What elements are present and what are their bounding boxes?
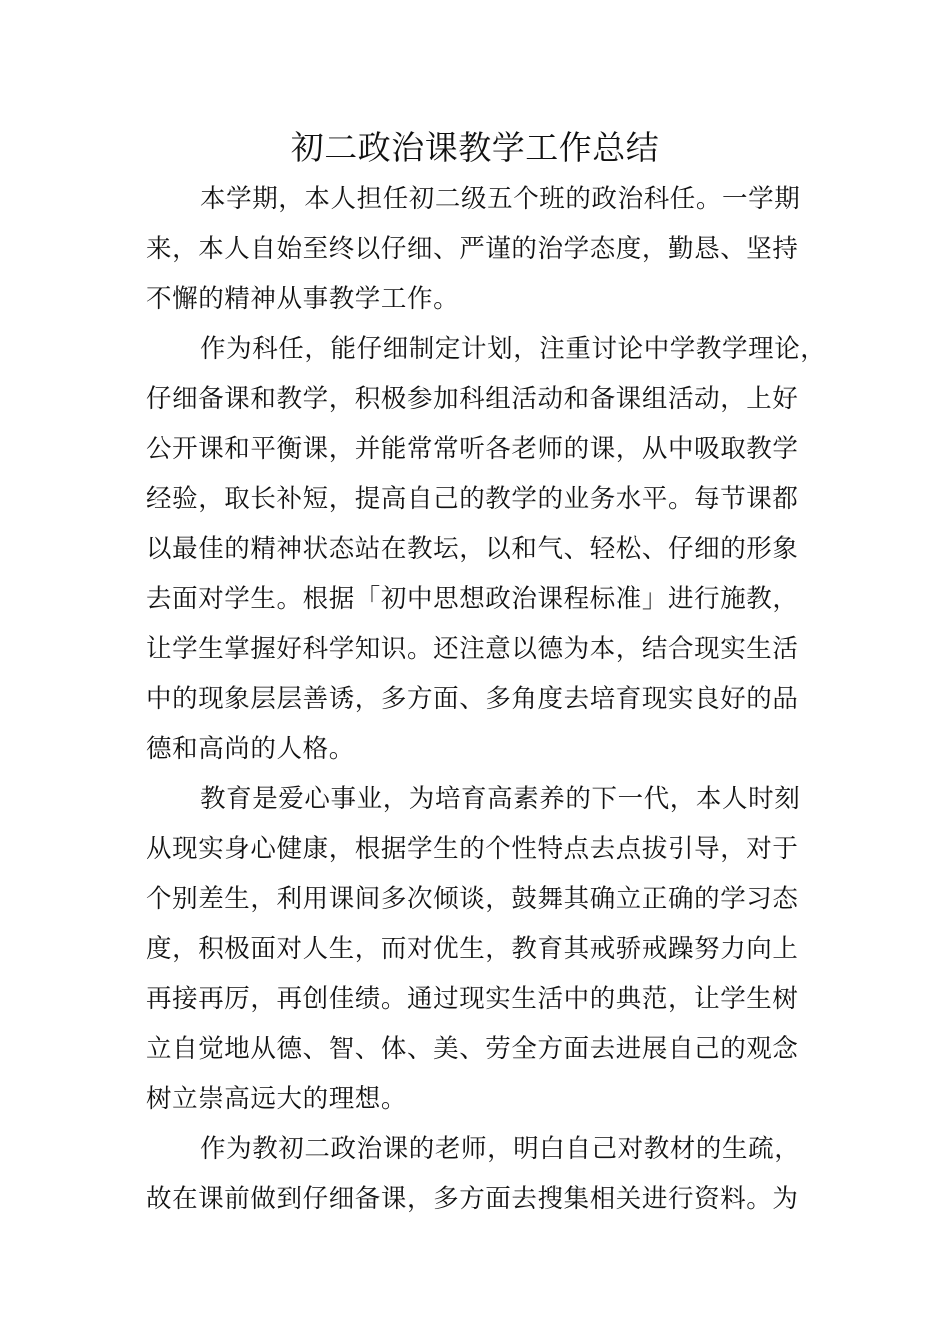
text-line: 德和高尚的人格。 (146, 734, 355, 764)
paragraph-3 (146, 774, 820, 1124)
text-line: 来，本人自始至终以仔细、严谨的治学态度，勤恳、坚持 (146, 234, 799, 264)
text-line: 从现实身心健康，根据学生的个性特点去点拔引导，对于 (146, 834, 799, 864)
paragraph-1 (146, 174, 820, 324)
paragraph-4 (146, 1124, 820, 1224)
text-line: 再接再厉，再创佳绩。通过现实生活中的典范，让学生树 (146, 984, 799, 1014)
text-line: 不懈的精神从事教学工作。 (146, 284, 460, 314)
text-line: 去面对学生。根据「初中思想政治课程标准」进行施教， (146, 584, 799, 614)
text-line: 树立崇高远大的理想。 (146, 1084, 408, 1114)
text-line: 仔细备课和教学，积极参加科组活动和备课组活动，上好 (146, 384, 799, 414)
text-line: 立自觉地从德、智、体、美、劳全方面去进展自己的观念 (146, 1034, 799, 1064)
text-line: 让学生掌握好科学知识。还注意以德为本，结合现实生活 (146, 634, 799, 664)
document-title: 初二政治课教学工作总结 (290, 128, 660, 167)
text-line: 故在课前做到仔细备课，多方面去搜集相关进行资料。为 (146, 1184, 799, 1214)
paragraph-2 (146, 324, 827, 774)
text-line: 经验，取长补短，提高自己的教学的业务水平。每节课都 (146, 484, 799, 514)
text-line: 本学期，本人担任初二级五个班的政治科任。一学期 (200, 184, 801, 214)
text-line: 以最佳的精神状态站在教坛，以和气、轻松、仔细的形象 (146, 534, 799, 564)
text-line: 作为教初二政治课的老师，明白自己对教材的生疏， (200, 1134, 801, 1164)
text-line: 公开课和平衡课，并能常常听各老师的课，从中吸取教学 (146, 434, 799, 464)
text-line: 个别差生，利用课间多次倾谈，鼓舞其确立正确的学习态 (146, 884, 799, 914)
text-line: 教育是爱心事业，为培育高素养的下一代，本人时刻 (200, 784, 801, 814)
document-body (146, 174, 827, 1224)
text-line: 中的现象层层善诱，多方面、多角度去培育现实良好的品 (146, 684, 799, 714)
text-line: 作为科任，能仔细制定计划，注重讨论中学教学理论， (200, 334, 827, 364)
text-line: 度，积极面对人生，而对优生，教育其戒骄戒躁努力向上 (146, 934, 799, 964)
